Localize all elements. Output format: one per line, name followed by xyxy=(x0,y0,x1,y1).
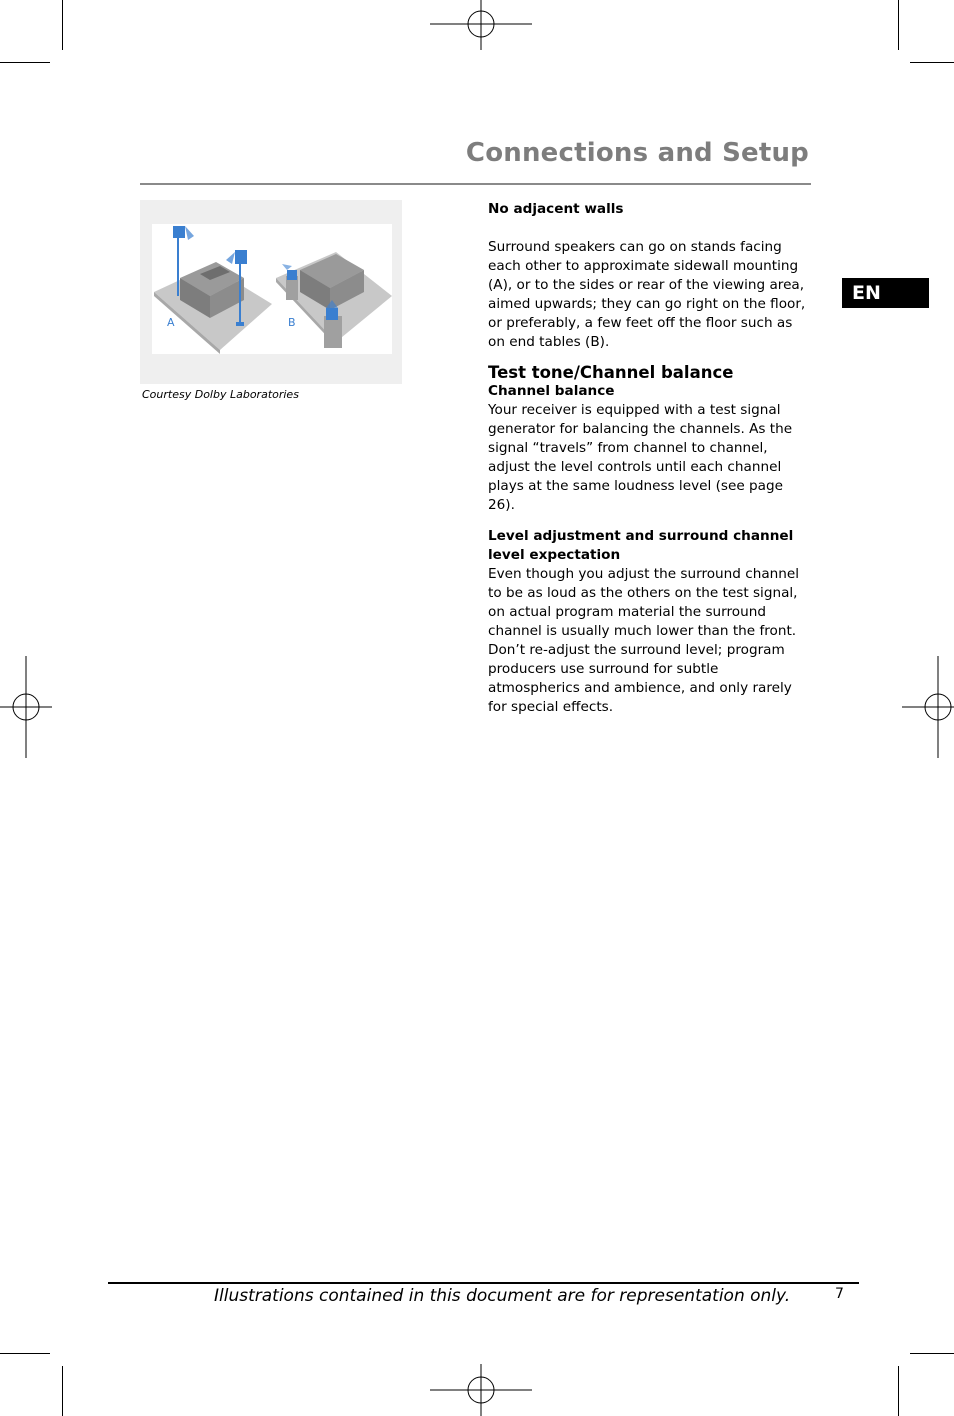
footer-note: Illustrations contained in this document are for representation only. xyxy=(214,1286,791,1306)
section-heading: Test tone/Channel balance xyxy=(488,363,734,382)
registration-mark-bottom xyxy=(430,1364,532,1416)
subsection-body: Your receiver is equipped with a test signal generator for balancing the channels. As the signal “travels” from channel to channel, adjust the level controls until each channel plays at the same loudness level (see page 26). xyxy=(488,402,793,513)
registration-mark-right xyxy=(902,656,954,758)
page-title: Connections and Setup xyxy=(465,138,809,168)
subsection-heading: Level adjustment and surround channel level expectation xyxy=(488,528,794,563)
section-heading: No adjacent walls xyxy=(488,201,624,217)
speaker-placement-figure xyxy=(140,200,402,384)
footer-rule xyxy=(108,1282,859,1284)
section-no-adjacent-walls xyxy=(488,200,813,352)
section-body: Surround speakers can go on stands facing each other to approximate sidewall mounting (A), or to the sides or rear of the viewing area, aimed upwards; they can go right on the floor, or preferably, a few feet off the floor such as on end tables (B). xyxy=(488,239,806,350)
figure-caption: Courtesy Dolby Laboratories xyxy=(142,388,299,401)
speaker-placement-illustration xyxy=(140,200,402,384)
header-rule xyxy=(140,183,811,185)
subsection-heading: Channel balance xyxy=(488,383,615,399)
subsection-body: Even though you adjust the surround channel to be as loud as the others on the test signal, on actual program material the surround channel is usually much lower than the front. Don’t re-adjust the surround level; program producers use surround for subtle atmospherics and ambience, and only rarely for special effects. xyxy=(488,566,800,715)
figure-label-b: B xyxy=(288,316,296,329)
figure-label-a: A xyxy=(167,316,175,329)
section-test-tone xyxy=(488,364,813,717)
registration-mark-top xyxy=(430,0,532,52)
registration-mark-left xyxy=(0,656,52,758)
page-number: 7 xyxy=(835,1286,844,1302)
language-tab: EN xyxy=(842,278,929,308)
